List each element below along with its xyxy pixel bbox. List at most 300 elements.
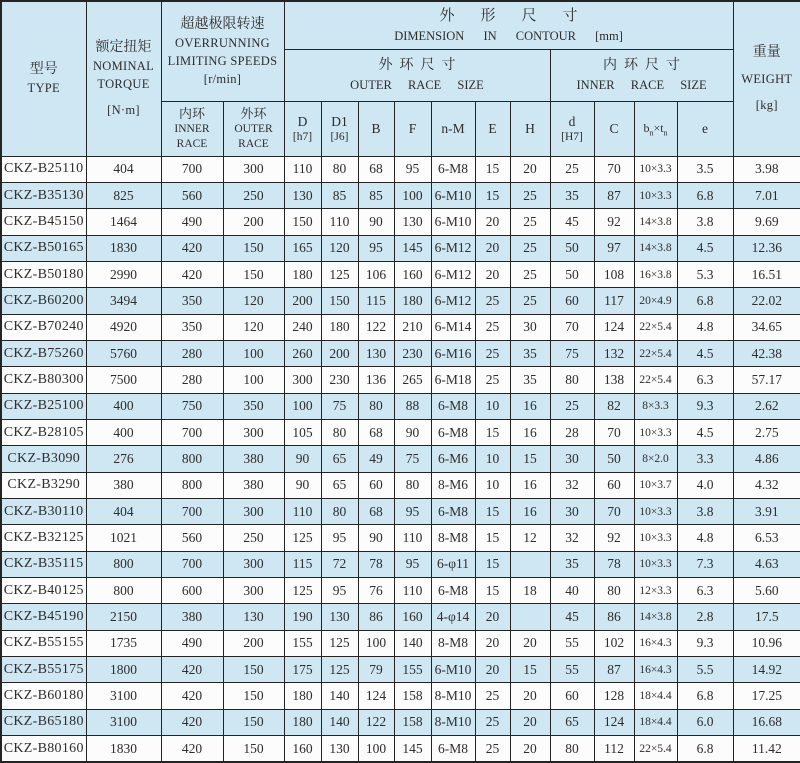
cell-n_M: 8-M6 bbox=[431, 472, 475, 498]
type-label-en: TYPE bbox=[27, 81, 60, 96]
inner-race-size-zh: 内环尺寸 bbox=[603, 58, 688, 73]
cell-model: CKZ-B65180 bbox=[1, 709, 86, 735]
cell-inner_race_speed: 700 bbox=[161, 419, 223, 445]
D1-symbol: D1 bbox=[331, 113, 348, 129]
weight-label-zh: 重量 bbox=[752, 45, 781, 61]
cell-d: 40 bbox=[550, 578, 594, 604]
cell-D: 175 bbox=[284, 657, 321, 683]
cell-H: 35 bbox=[510, 340, 550, 366]
cell-F: 110 bbox=[394, 578, 431, 604]
cell-nominal_torque: 825 bbox=[86, 182, 161, 208]
cell-model: CKZ-B75260 bbox=[1, 340, 86, 366]
d-tolerance: [H7] bbox=[561, 130, 583, 143]
E-symbol: E bbox=[488, 120, 497, 136]
cell-F: 130 bbox=[394, 209, 431, 235]
cell-outer_race_speed: 380 bbox=[223, 446, 284, 472]
cell-F: 95 bbox=[394, 551, 431, 577]
cell-weight: 14.92 bbox=[733, 657, 800, 683]
cell-E: 15 bbox=[475, 525, 510, 551]
cell-F: 88 bbox=[394, 393, 431, 419]
cell-bn_tn: 8×2.0 bbox=[634, 446, 677, 472]
cell-E: 25 bbox=[475, 709, 510, 735]
type-label-zh: 型号 bbox=[29, 62, 58, 78]
cell-H: 16 bbox=[510, 393, 550, 419]
cell-D: 160 bbox=[284, 736, 321, 762]
cell-B: 86 bbox=[358, 604, 394, 630]
cell-D1: 130 bbox=[321, 736, 358, 762]
cell-F: 90 bbox=[394, 419, 431, 445]
cell-outer_race_speed: 300 bbox=[223, 156, 284, 182]
cell-e: 5.3 bbox=[677, 261, 733, 287]
cell-C: 70 bbox=[594, 419, 634, 445]
cell-C: 92 bbox=[594, 209, 634, 235]
cell-F: 145 bbox=[394, 235, 431, 261]
cell-F: 230 bbox=[394, 340, 431, 366]
cell-bn_tn: 10×3.3 bbox=[634, 182, 677, 208]
cell-F: 210 bbox=[394, 314, 431, 340]
cell-C: 128 bbox=[594, 683, 634, 709]
cell-nominal_torque: 1800 bbox=[86, 657, 161, 683]
cell-model: CKZ-B30110 bbox=[1, 498, 86, 524]
table-header bbox=[1, 1, 800, 156]
col-header-H bbox=[510, 101, 550, 156]
cell-nominal_torque: 3100 bbox=[86, 709, 161, 735]
cell-D: 125 bbox=[284, 578, 321, 604]
C-symbol: C bbox=[609, 120, 619, 136]
cell-e: 3.3 bbox=[677, 446, 733, 472]
cell-weight: 5.60 bbox=[733, 578, 800, 604]
cell-outer_race_speed: 150 bbox=[223, 235, 284, 261]
cell-D1: 200 bbox=[321, 340, 358, 366]
D-tolerance: [h7] bbox=[292, 130, 313, 143]
outer-race-en1: OUTER bbox=[234, 122, 273, 135]
cell-C: 86 bbox=[594, 604, 634, 630]
cell-e: 2.8 bbox=[677, 604, 733, 630]
cell-outer_race_speed: 150 bbox=[223, 261, 284, 287]
cell-B: 124 bbox=[358, 683, 394, 709]
cell-weight: 16.51 bbox=[733, 261, 800, 287]
table-row bbox=[1, 709, 800, 735]
cell-d: 75 bbox=[550, 340, 594, 366]
cell-n_M: 6-M8 bbox=[431, 498, 475, 524]
cell-e: 6.8 bbox=[677, 288, 733, 314]
d-symbol: d bbox=[568, 113, 576, 129]
cell-model: CKZ-B50180 bbox=[1, 261, 86, 287]
overrunning-label-en1: OVERRUNNING bbox=[175, 35, 270, 50]
cell-D: 100 bbox=[284, 393, 321, 419]
cell-inner_race_speed: 560 bbox=[161, 182, 223, 208]
cell-outer_race_speed: 300 bbox=[223, 419, 284, 445]
table-row bbox=[1, 182, 800, 208]
cell-nominal_torque: 3100 bbox=[86, 683, 161, 709]
table-row bbox=[1, 288, 800, 314]
cell-n_M: 6-M10 bbox=[431, 657, 475, 683]
cell-d: 50 bbox=[550, 235, 594, 261]
overrunning-label-zh: 超越极限转速 bbox=[180, 16, 265, 32]
cell-nominal_torque: 800 bbox=[86, 551, 161, 577]
cell-nominal_torque: 3494 bbox=[86, 288, 161, 314]
cell-model: CKZ-B50165 bbox=[1, 235, 86, 261]
cell-B: 90 bbox=[358, 525, 394, 551]
cell-model: CKZ-B45190 bbox=[1, 604, 86, 630]
cell-H: 30 bbox=[510, 314, 550, 340]
cell-n_M: 6-M10 bbox=[431, 182, 475, 208]
cell-H: 12 bbox=[510, 525, 550, 551]
cell-outer_race_speed: 200 bbox=[223, 209, 284, 235]
cell-B: 90 bbox=[358, 209, 394, 235]
cell-d: 35 bbox=[550, 182, 594, 208]
cell-outer_race_speed: 120 bbox=[223, 288, 284, 314]
cell-B: 76 bbox=[358, 578, 394, 604]
cell-E: 15 bbox=[475, 551, 510, 577]
cell-F: 110 bbox=[394, 525, 431, 551]
cell-F: 155 bbox=[394, 657, 431, 683]
col-header-F bbox=[394, 101, 431, 156]
cell-d: 65 bbox=[550, 709, 594, 735]
cell-n_M: 6-M12 bbox=[431, 288, 475, 314]
cell-inner_race_speed: 700 bbox=[161, 551, 223, 577]
cell-e: 3.5 bbox=[677, 156, 733, 182]
cell-model: CKZ-B3090 bbox=[1, 446, 86, 472]
cell-H: 16 bbox=[510, 472, 550, 498]
cell-bn_tn: 10×3.3 bbox=[634, 156, 677, 182]
cell-weight: 57.17 bbox=[733, 367, 800, 393]
cell-n_M: 6-M8 bbox=[431, 419, 475, 445]
cell-H: 16 bbox=[510, 498, 550, 524]
cell-e: 4.0 bbox=[677, 472, 733, 498]
cell-E: 20 bbox=[475, 630, 510, 656]
cell-E: 25 bbox=[475, 288, 510, 314]
cell-E: 15 bbox=[475, 156, 510, 182]
cell-D1: 65 bbox=[321, 472, 358, 498]
inner-race-size-en: INNER RACE SIZE bbox=[576, 78, 707, 92]
inner-race-en1: INNER bbox=[174, 122, 210, 135]
cell-E: 20 bbox=[475, 209, 510, 235]
cell-d: 25 bbox=[550, 156, 594, 182]
cell-weight: 3.98 bbox=[733, 156, 800, 182]
cell-bn_tn: 10×3.3 bbox=[634, 498, 677, 524]
cell-D1: 72 bbox=[321, 551, 358, 577]
cell-n_M: 6-M8 bbox=[431, 736, 475, 762]
cell-n_M: 6-M18 bbox=[431, 367, 475, 393]
cell-model: CKZ-B80300 bbox=[1, 367, 86, 393]
cell-E: 20 bbox=[475, 235, 510, 261]
cell-inner_race_speed: 420 bbox=[161, 261, 223, 287]
col-header-n-M bbox=[431, 101, 475, 156]
cell-E: 20 bbox=[475, 604, 510, 630]
cell-F: 95 bbox=[394, 498, 431, 524]
cell-F: 158 bbox=[394, 683, 431, 709]
overrunning-unit: [r/min] bbox=[203, 71, 242, 86]
cell-D: 150 bbox=[284, 209, 321, 235]
cell-D1: 180 bbox=[321, 314, 358, 340]
n-M-symbol: n-M bbox=[441, 120, 465, 136]
cell-H: 20 bbox=[510, 709, 550, 735]
cell-D1: 85 bbox=[321, 182, 358, 208]
cell-outer_race_speed: 120 bbox=[223, 314, 284, 340]
cell-B: 78 bbox=[358, 551, 394, 577]
cell-e: 3.8 bbox=[677, 209, 733, 235]
col-header-weight bbox=[733, 1, 800, 156]
cell-C: 87 bbox=[594, 657, 634, 683]
cell-n_M: 8-M10 bbox=[431, 709, 475, 735]
col-header-dimension bbox=[284, 1, 733, 49]
cell-D1: 65 bbox=[321, 446, 358, 472]
table-row bbox=[1, 209, 800, 235]
cell-bn_tn: 14×3.8 bbox=[634, 209, 677, 235]
cell-weight: 22.02 bbox=[733, 288, 800, 314]
col-header-E bbox=[475, 101, 510, 156]
cell-inner_race_speed: 280 bbox=[161, 367, 223, 393]
cell-n_M: 6-M6 bbox=[431, 446, 475, 472]
cell-F: 265 bbox=[394, 367, 431, 393]
cell-C: 80 bbox=[594, 578, 634, 604]
cell-model: CKZ-B60180 bbox=[1, 683, 86, 709]
cell-D1: 140 bbox=[321, 683, 358, 709]
cell-C: 97 bbox=[594, 235, 634, 261]
outer-race-en2: RACE bbox=[238, 137, 269, 150]
cell-inner_race_speed: 750 bbox=[161, 393, 223, 419]
cell-model: CKZ-B40125 bbox=[1, 578, 86, 604]
col-header-D1 bbox=[321, 101, 358, 156]
cell-bn_tn: 18×4.4 bbox=[634, 709, 677, 735]
cell-bn_tn: 18×4.4 bbox=[634, 683, 677, 709]
cell-H: 16 bbox=[510, 419, 550, 445]
cell-d: 80 bbox=[550, 367, 594, 393]
cell-n_M: 6-M8 bbox=[431, 578, 475, 604]
cell-D: 165 bbox=[284, 235, 321, 261]
cell-nominal_torque: 404 bbox=[86, 498, 161, 524]
cell-D1: 125 bbox=[321, 657, 358, 683]
cell-H: 25 bbox=[510, 288, 550, 314]
cell-outer_race_speed: 200 bbox=[223, 630, 284, 656]
cell-C: 112 bbox=[594, 736, 634, 762]
cell-bn_tn: 14×3.8 bbox=[634, 604, 677, 630]
table-row bbox=[1, 630, 800, 656]
cell-D: 90 bbox=[284, 472, 321, 498]
cell-F: 158 bbox=[394, 709, 431, 735]
cell-d: 32 bbox=[550, 525, 594, 551]
cell-weight: 2.62 bbox=[733, 393, 800, 419]
cell-nominal_torque: 1830 bbox=[86, 736, 161, 762]
col-header-type bbox=[1, 1, 86, 156]
cell-outer_race_speed: 100 bbox=[223, 340, 284, 366]
cell-E: 25 bbox=[475, 340, 510, 366]
cell-D: 300 bbox=[284, 367, 321, 393]
D1-tolerance: [J6] bbox=[330, 130, 349, 143]
cell-bn_tn: 22×5.4 bbox=[634, 367, 677, 393]
cell-outer_race_speed: 150 bbox=[223, 709, 284, 735]
cell-nominal_torque: 7500 bbox=[86, 367, 161, 393]
table-row bbox=[1, 525, 800, 551]
cell-outer_race_speed: 300 bbox=[223, 551, 284, 577]
cell-inner_race_speed: 700 bbox=[161, 156, 223, 182]
outer-race-size-en: OUTER RACE SIZE bbox=[350, 78, 484, 92]
col-header-B bbox=[358, 101, 394, 156]
cell-D: 240 bbox=[284, 314, 321, 340]
cell-C: 92 bbox=[594, 525, 634, 551]
cell-D1: 95 bbox=[321, 525, 358, 551]
cell-B: 68 bbox=[358, 498, 394, 524]
cell-n_M: 8-M8 bbox=[431, 630, 475, 656]
cell-F: 100 bbox=[394, 182, 431, 208]
cell-C: 60 bbox=[594, 472, 634, 498]
cell-nominal_torque: 1830 bbox=[86, 235, 161, 261]
cell-E: 25 bbox=[475, 314, 510, 340]
col-header-inner-race-speed bbox=[161, 101, 223, 156]
table-row bbox=[1, 261, 800, 287]
cell-n_M: 6-φ11 bbox=[431, 551, 475, 577]
cell-weight: 11.42 bbox=[733, 736, 800, 762]
col-header-outer-race-speed bbox=[223, 101, 284, 156]
cell-n_M: 6-M12 bbox=[431, 235, 475, 261]
cell-outer_race_speed: 150 bbox=[223, 683, 284, 709]
cell-bn_tn: 20×4.9 bbox=[634, 288, 677, 314]
cell-e: 6.8 bbox=[677, 683, 733, 709]
cell-bn_tn: 8×3.3 bbox=[634, 393, 677, 419]
cell-d: 70 bbox=[550, 314, 594, 340]
cell-model: CKZ-B35130 bbox=[1, 182, 86, 208]
cell-weight: 10.96 bbox=[733, 630, 800, 656]
cell-F: 80 bbox=[394, 472, 431, 498]
cell-D1: 230 bbox=[321, 367, 358, 393]
table-row bbox=[1, 235, 800, 261]
torque-unit: [N·m] bbox=[107, 103, 140, 118]
cell-D: 125 bbox=[284, 525, 321, 551]
cell-C: 82 bbox=[594, 393, 634, 419]
cell-weight: 7.01 bbox=[733, 182, 800, 208]
outer-race-zh: 外环 bbox=[240, 105, 267, 121]
cell-C: 108 bbox=[594, 261, 634, 287]
cell-inner_race_speed: 700 bbox=[161, 498, 223, 524]
cell-e: 6.0 bbox=[677, 709, 733, 735]
cell-weight: 17.5 bbox=[733, 604, 800, 630]
cell-nominal_torque: 5760 bbox=[86, 340, 161, 366]
cell-inner_race_speed: 280 bbox=[161, 340, 223, 366]
torque-label-en1: NOMINAL bbox=[92, 59, 155, 74]
cell-weight: 12.36 bbox=[733, 235, 800, 261]
cell-H: 20 bbox=[510, 683, 550, 709]
cell-n_M: 6-M14 bbox=[431, 314, 475, 340]
cell-F: 145 bbox=[394, 736, 431, 762]
cell-d: 30 bbox=[550, 446, 594, 472]
cell-outer_race_speed: 150 bbox=[223, 657, 284, 683]
cell-D: 110 bbox=[284, 498, 321, 524]
cell-D: 90 bbox=[284, 446, 321, 472]
cell-model: CKZ-B70240 bbox=[1, 314, 86, 340]
cell-model: CKZ-B55175 bbox=[1, 657, 86, 683]
F-symbol: F bbox=[408, 120, 417, 136]
cell-nominal_torque: 276 bbox=[86, 446, 161, 472]
D-symbol: D bbox=[297, 113, 308, 129]
cell-B: 79 bbox=[358, 657, 394, 683]
cell-E: 10 bbox=[475, 446, 510, 472]
cell-H: 25 bbox=[510, 182, 550, 208]
cell-B: 115 bbox=[358, 288, 394, 314]
e-symbol: e bbox=[702, 120, 709, 136]
cell-inner_race_speed: 600 bbox=[161, 578, 223, 604]
cell-model: CKZ-B45150 bbox=[1, 209, 86, 235]
cell-B: 122 bbox=[358, 709, 394, 735]
cell-d: 55 bbox=[550, 630, 594, 656]
cell-F: 180 bbox=[394, 288, 431, 314]
cell-F: 160 bbox=[394, 604, 431, 630]
outer-race-size-zh: 外环尺寸 bbox=[378, 58, 463, 73]
cell-D: 180 bbox=[284, 261, 321, 287]
cell-C: 87 bbox=[594, 182, 634, 208]
cell-H: 15 bbox=[510, 657, 550, 683]
table-row bbox=[1, 314, 800, 340]
table-row bbox=[1, 446, 800, 472]
cell-C: 102 bbox=[594, 630, 634, 656]
cell-e: 4.5 bbox=[677, 235, 733, 261]
cell-weight: 2.75 bbox=[733, 419, 800, 445]
cell-E: 15 bbox=[475, 419, 510, 445]
cell-H: 15 bbox=[510, 446, 550, 472]
cell-weight: 9.69 bbox=[733, 209, 800, 235]
cell-weight: 4.63 bbox=[733, 551, 800, 577]
cell-nominal_torque: 1464 bbox=[86, 209, 161, 235]
cell-e: 3.8 bbox=[677, 498, 733, 524]
table-body bbox=[1, 156, 800, 762]
cell-D: 130 bbox=[284, 182, 321, 208]
cell-weight: 4.86 bbox=[733, 446, 800, 472]
cell-outer_race_speed: 300 bbox=[223, 498, 284, 524]
cell-E: 15 bbox=[475, 182, 510, 208]
cell-inner_race_speed: 560 bbox=[161, 525, 223, 551]
cell-D1: 95 bbox=[321, 578, 358, 604]
cell-E: 20 bbox=[475, 261, 510, 287]
cell-model: CKZ-B80160 bbox=[1, 736, 86, 762]
cell-bn_tn: 16×4.3 bbox=[634, 657, 677, 683]
cell-e: 6.8 bbox=[677, 182, 733, 208]
cell-nominal_torque: 1735 bbox=[86, 630, 161, 656]
cell-H: 20 bbox=[510, 156, 550, 182]
cell-D1: 150 bbox=[321, 288, 358, 314]
cell-nominal_torque: 800 bbox=[86, 578, 161, 604]
cell-weight: 17.25 bbox=[733, 683, 800, 709]
cell-e: 4.8 bbox=[677, 314, 733, 340]
cell-nominal_torque: 400 bbox=[86, 393, 161, 419]
cell-D1: 80 bbox=[321, 419, 358, 445]
cell-bn_tn: 16×4.3 bbox=[634, 630, 677, 656]
table-row bbox=[1, 393, 800, 419]
cell-d: 30 bbox=[550, 498, 594, 524]
cell-e: 9.3 bbox=[677, 630, 733, 656]
cell-inner_race_speed: 420 bbox=[161, 683, 223, 709]
cell-n_M: 6-M8 bbox=[431, 156, 475, 182]
cell-H: 25 bbox=[510, 235, 550, 261]
cell-bn_tn: 10×3.7 bbox=[634, 472, 677, 498]
cell-D1: 130 bbox=[321, 604, 358, 630]
cell-n_M: 4-φ14 bbox=[431, 604, 475, 630]
cell-D: 260 bbox=[284, 340, 321, 366]
cell-weight: 34.65 bbox=[733, 314, 800, 340]
col-header-bn-tn bbox=[634, 101, 677, 156]
inner-race-zh: 内环 bbox=[178, 105, 205, 121]
cell-d: 80 bbox=[550, 736, 594, 762]
cell-e: 4.5 bbox=[677, 419, 733, 445]
cell-e: 5.5 bbox=[677, 657, 733, 683]
cell-outer_race_speed: 380 bbox=[223, 472, 284, 498]
cell-model: CKZ-B32125 bbox=[1, 525, 86, 551]
table-row bbox=[1, 472, 800, 498]
overrunning-label-en2: LIMITING SPEEDS bbox=[167, 53, 278, 68]
cell-model: CKZ-B55155 bbox=[1, 630, 86, 656]
cell-E: 20 bbox=[475, 657, 510, 683]
cell-C: 124 bbox=[594, 314, 634, 340]
cell-B: 100 bbox=[358, 736, 394, 762]
